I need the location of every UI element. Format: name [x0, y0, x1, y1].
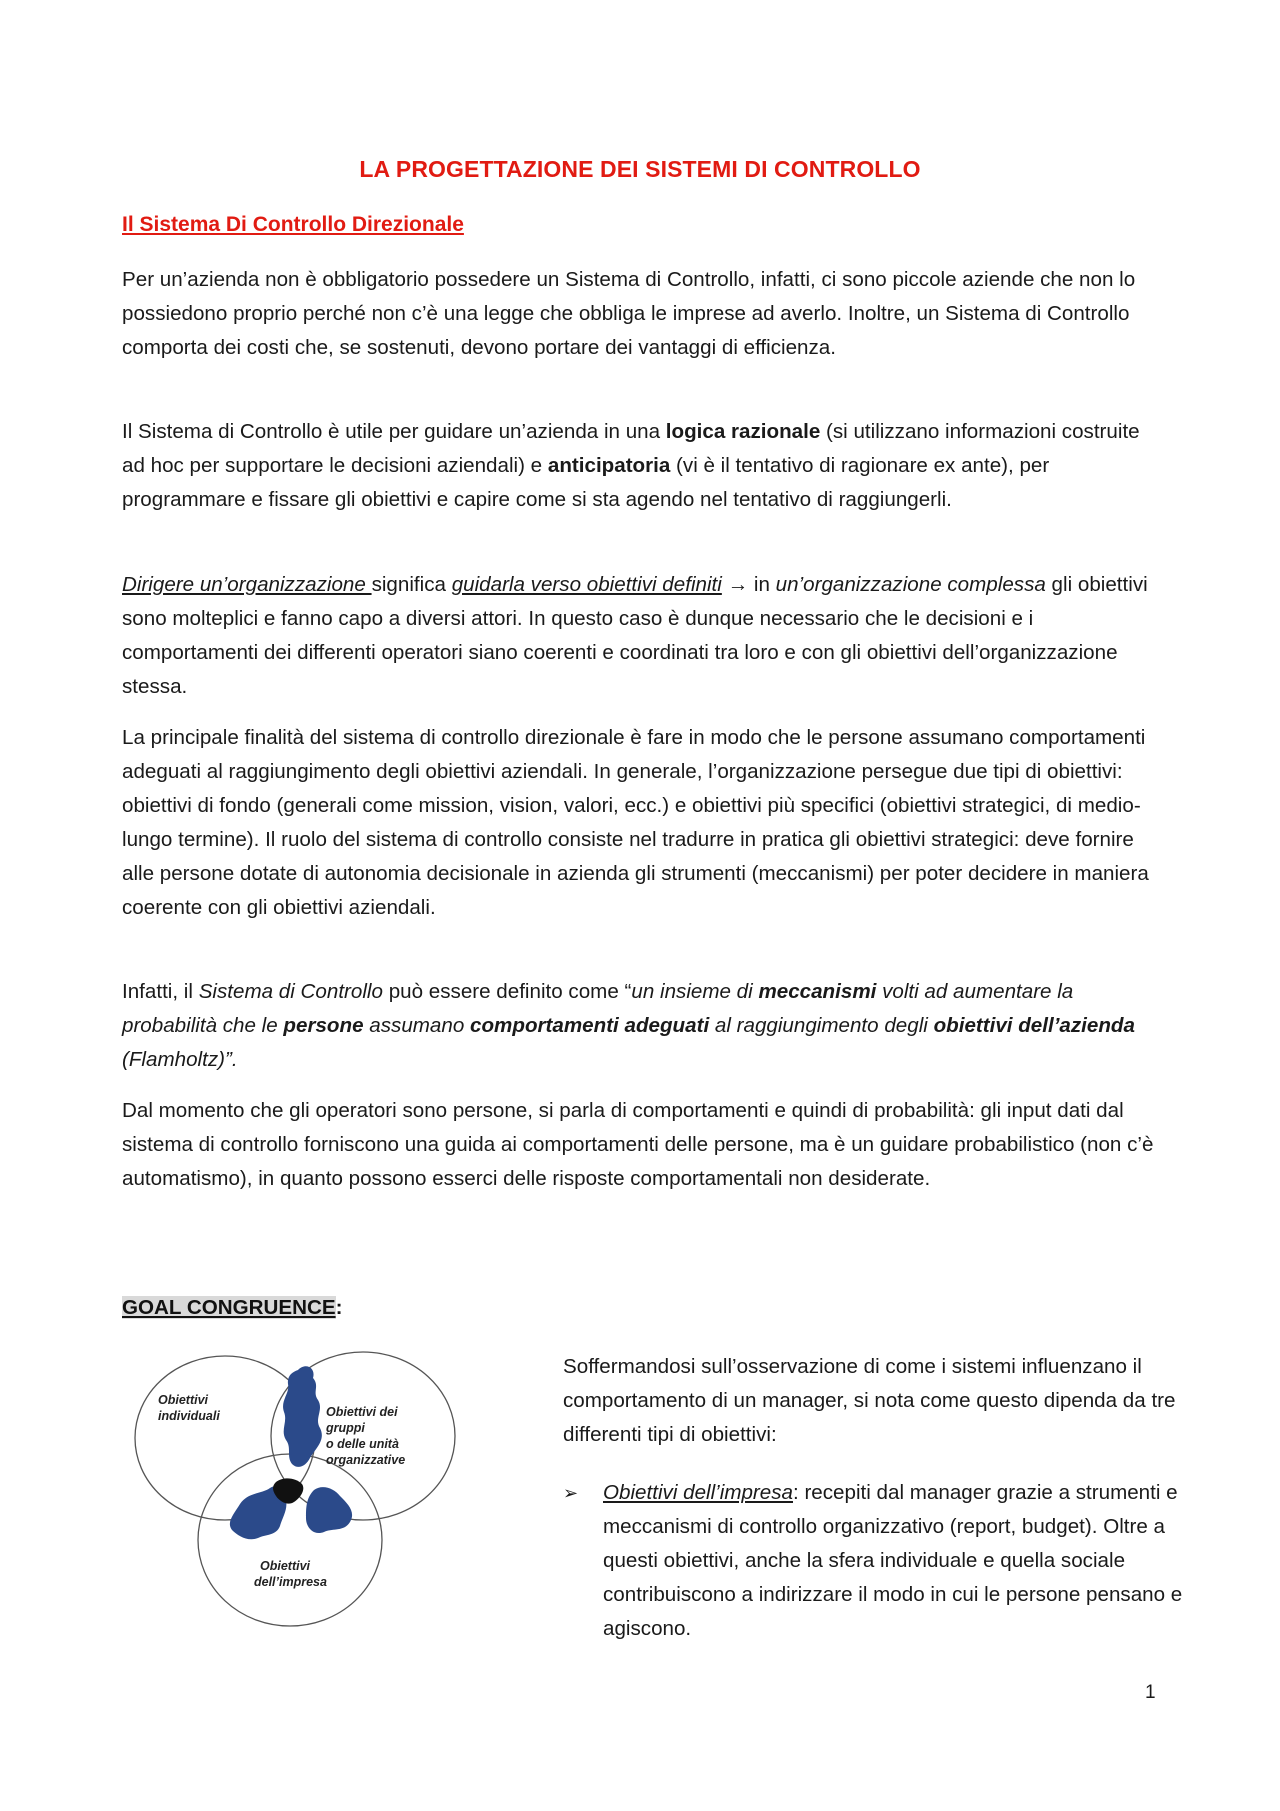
paragraph-4-text: La principale finalità del sistema di controllo direzionale è fare in modo che le persone assumano comportamenti adeguati al raggiungimento degli obiettivi aziendali. In generale, l’organizzazione persegue due tipi di obiettivi: obiettivi di fondo (generali come mission, vision, valori, ecc.) e obiettivi più specifici (obiettivi strategici, di medio-lungo termine). Il ruolo del sistema di controllo consiste nel tradurre in pratica gli obiettivi strategici: deve fornire alle persone dotate di autonomia decisionale in azienda gli strumenti (meccanismi) per poter decidere in maniera coerente con gli obiettivi aziendali.: [122, 726, 1149, 919]
p5-e: meccanismi: [758, 980, 877, 1003]
bullet-title: Obiettivi dell’impresa: [603, 1481, 793, 1504]
p5-m: ”.: [224, 1048, 238, 1071]
p5-b: Sistema di Controllo: [198, 980, 383, 1003]
bullet-obiettivi-impresa: [563, 1476, 1223, 1646]
p5-h: assumano: [363, 1014, 471, 1037]
goal-congruence-description: [563, 1350, 1223, 1452]
label-groups-3: o delle unità: [326, 1437, 399, 1451]
p5-a: Infatti, il: [122, 980, 199, 1003]
label-company-1: Obiettivi: [260, 1559, 311, 1573]
section-title: Il Sistema Di Controllo Direzionale: [122, 213, 464, 236]
overlap-individual-group-blob: [283, 1366, 322, 1467]
p5-d: un insieme di: [631, 980, 759, 1003]
label-individual-1: Obiettivi: [158, 1393, 209, 1407]
p3-guidarla: guidarla verso obiettivi definiti: [451, 573, 722, 596]
goal-congruence-colon: :: [335, 1296, 343, 1319]
p5-l: (Flamholtz): [122, 1048, 225, 1071]
p3-rest: gli obiettivi sono molteplici e fanno capo a diversi attori. In questo caso è dunque necessario che le decisioni e i comportamenti dei differenti operatori siano coerenti e coordinati tra loro e con gli obiettivi dell’organizzazione stessa.: [122, 573, 1148, 698]
p3-org-complessa: un’organizzazione complessa: [775, 573, 1046, 596]
paragraph-6: [122, 1094, 1162, 1196]
p2-bold-anticipatoria: anticipatoria: [547, 454, 671, 477]
paragraph-1: [122, 263, 1162, 365]
paragraph-4: [122, 721, 1162, 925]
p5-f: volti ad aumentare la probabilità che le: [122, 980, 1074, 1037]
paragraph-1-text: Per un’azienda non è obbligatorio possedere un Sistema di Controllo, infatti, ci sono piccole aziende che non lo possiedono proprio perché non c’è una legge che obbliga le imprese ad averlo. Inoltre, un Sistema di Controllo comporta dei costi che, se sostenuti, devono portare dei vantaggi di efficienza.: [122, 268, 1136, 359]
label-individual-2: individuali: [158, 1409, 220, 1423]
paragraph-5: [122, 975, 1162, 1077]
arrow-bullet-icon: ➢: [563, 1483, 579, 1503]
p3-significa: significa: [371, 573, 452, 596]
p5-k: obiettivi dell’azienda: [933, 1014, 1135, 1037]
p2-text-e: (vi è il tentativo di ragionare ex ante), per programmare e fissare gli obiettivi e capire come si sta agendo nel tentativo di raggiungerli.: [122, 454, 1050, 511]
paragraph-6-text: Dal momento che gli operatori sono persone, si parla di comportamenti e quindi di probabilità: gli input dati dal sistema di controllo forniscono una guida ai comportamenti delle persone, ma è un guidare probabilistico (non c’è automatismo), in quanto possono esserci delle risposte comportamentali non desiderate.: [122, 1099, 1154, 1190]
p3-in: in: [753, 573, 776, 596]
p5-c: può essere definito come “: [382, 980, 632, 1003]
p2-bold-logica-razionale: logica razionale: [665, 420, 821, 443]
goal-congruence-venn-diagram: [130, 1348, 500, 1633]
label-groups-2: gruppi: [326, 1421, 365, 1435]
goal-congruence-label: GOAL CONGRUENCE: [122, 1296, 336, 1319]
label-company-2: dell’impresa: [254, 1575, 327, 1589]
label-groups-4: organizzative: [326, 1453, 406, 1467]
overlap-group-company-blob: [306, 1487, 352, 1533]
page-title: LA PROGETTAZIONE DEI SISTEMI DI CONTROLLO: [359, 156, 921, 182]
p2-text-a: Il Sistema di Controllo è utile per guidare un’azienda in una: [122, 420, 666, 443]
page-number: 1: [1145, 1682, 1156, 1703]
paragraph-2: [122, 415, 1162, 517]
goal-congruence-title: [122, 1296, 342, 1320]
label-groups-1: Obiettivi dei: [326, 1405, 398, 1419]
p5-i: comportamenti adeguati: [470, 1014, 710, 1037]
p5-g: persone: [283, 1014, 364, 1037]
bullet-text: : recepiti dal manager grazie a strumenti e meccanismi di controllo organizzativo (report, budget). Oltre a questi obiettivi, anche la sfera individuale e quella sociale contribuiscono a indirizzare il modo in cui le persone pensano e agiscono.: [603, 1481, 1183, 1640]
p2-text-c: (si utilizzano informazioni costruite ad hoc per supportare le decisioni aziendali) e: [122, 420, 1140, 477]
p5-j: al raggiungimento degli: [709, 1014, 934, 1037]
arrow-icon: →: [721, 573, 754, 596]
goal-congruence-description-text: Soffermandosi sull’osservazione di come i sistemi influenzano il comportamento di un manager, si nota come questo dipenda da tre differenti tipi di obiettivi:: [563, 1355, 1176, 1446]
paragraph-3: [122, 568, 1162, 704]
p3-dirigere: Dirigere un’organizzazione: [122, 573, 372, 596]
